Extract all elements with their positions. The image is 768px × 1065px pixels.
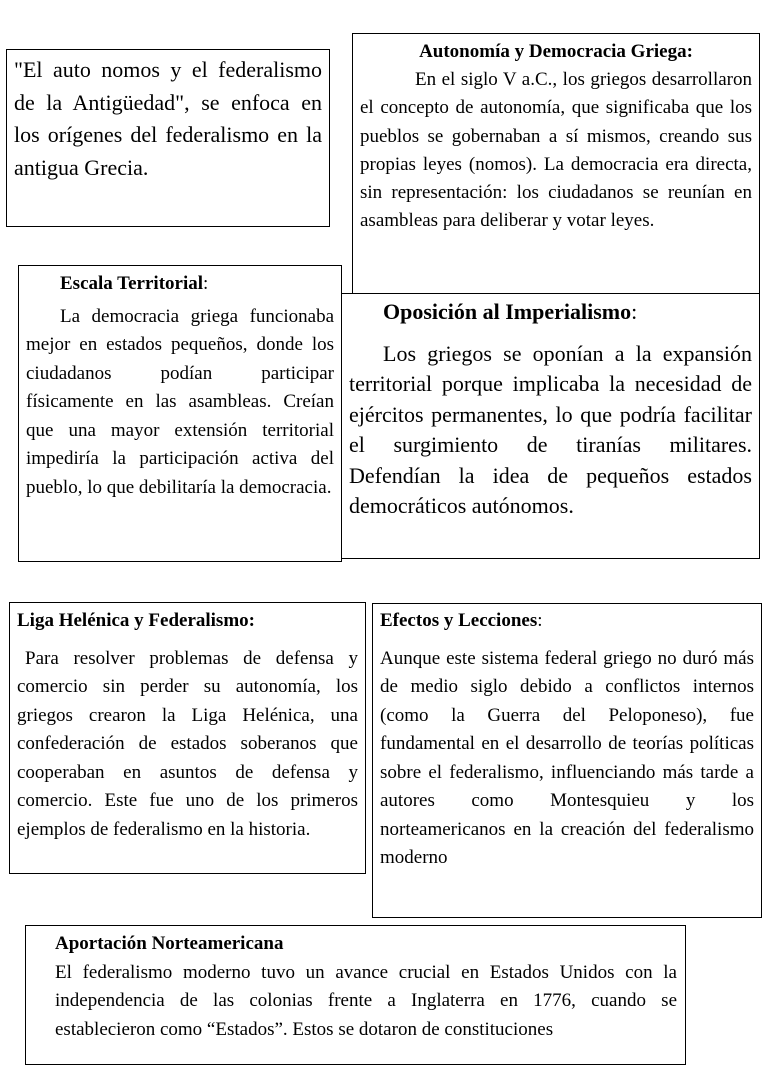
escala-body: La democracia griega funcionaba mejor en estados pequeños, donde los ciudadanos podían participar físicamente en las asambleas. Creían que una mayor extensión territorial impediría la participación activa del pueblo, lo que debilitaría la democracia. (26, 305, 334, 498)
oposicion-box (341, 293, 760, 559)
aportacion-box (25, 925, 686, 1065)
oposicion-heading (349, 297, 752, 328)
efectos-body: Aunque este sistema federal griego no duró más de medio siglo debido a conflictos internos (como la Guerra del Peloponeso), fue fundamental en el desarrollo de teorías políticas sobre el federalismo, influenciando más tarde a autores como Montesquieu y los norteamericanos en la creación del federalismo moderno (380, 647, 754, 868)
liga-box (9, 602, 366, 874)
escala-colon: : (203, 273, 209, 294)
escala-box (18, 265, 342, 562)
oposicion-body: Los griegos se oponían a la expansión territorial porque implicaba la necesidad de ejércitos permanentes, lo que podría facilitar el surgimiento de tiranías militares. Defendían la idea de pequeños estados democráticos autónomos. (349, 340, 752, 518)
autonomia-box (352, 33, 760, 295)
autonomia-body: En el siglo V a.C., los griegos desarrollaron el concepto de autonomía, que significaba que los pueblos se gobernaban a sí mismos, creando sus propias leyes (nomos). La democracia era directa, sin representación: los ciudadanos se reunían en asambleas para deliberar y votar leyes. (360, 69, 752, 232)
efectos-colon: : (537, 610, 543, 631)
oposicion-title: Oposición al Imperialismo (383, 299, 632, 324)
aportacion-body: El federalismo moderno tuvo un avance crucial en Estados Unidos con la independencia de las colonias frente a Inglaterra en 1776, cuando se establecieron como “Estados”. Estos se dotaron de constituciones (55, 961, 677, 1040)
efectos-heading (380, 607, 754, 636)
efectos-box (372, 603, 762, 918)
intro-box (6, 49, 330, 227)
escala-heading (26, 270, 334, 299)
escala-title: Escala Territorial (60, 273, 204, 294)
liga-body: Para resolver problemas de defensa y comercio sin perder su autonomía, los griegos crearon la Liga Helénica, una confederación de estados soberanos que cooperaban en asuntos de defensa y comercio. Este fue uno de los primeros ejemplos de federalismo en la historia. (17, 647, 358, 840)
autonomia-title: Autonomía y Democracia Griega: (419, 41, 693, 62)
efectos-title: Efectos y Lecciones (380, 610, 538, 631)
aportacion-title: Aportación Norteamericana (55, 933, 284, 954)
intro-text: "El auto nomos y el federalismo de la Antigüedad", se enfoca en los orígenes del federalismo en la antigua Grecia. (14, 57, 322, 180)
liga-title: Liga Helénica y Federalismo: (17, 610, 255, 631)
oposicion-colon: : (631, 299, 638, 324)
